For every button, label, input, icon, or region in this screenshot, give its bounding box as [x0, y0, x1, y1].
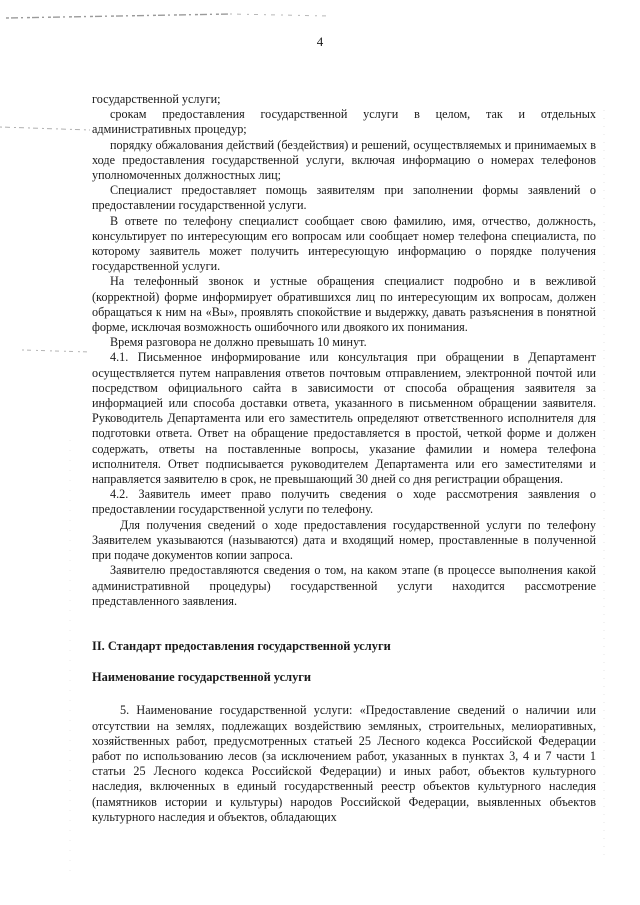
subheading: Наименование государственной услуги	[92, 670, 312, 685]
page-number: 4	[316, 34, 324, 49]
paragraph: 4.2. Заявитель имеет право получить сведения о ходе рассмотрения заявления о предоставлении государственной услуги по телефону.	[92, 487, 596, 517]
paragraph: 4.1. Письменное информирование или консультация при обращении в Департамент осуществляется путем направления ответов почтовым отправлением, электронной почтой или посредством официального сайта в зависимости от способа обращения заявителя за информацией или способа доставки ответа, указанного в письменном обращении заявителя. Руководитель Департамента или его заместитель определяют ответственного исполнителя для подготовки ответа. Ответ на обращение предоставляется в простой, четкой форме и должен содержать, ответы на поставленные вопросы, указание фамилии и номера телефона исполнителя. Ответ подписывается руководителем Департамента или его заместителями и направляется заявителю в срок, не превышающий 30 дней со дня регистрации обращения.	[92, 350, 596, 487]
document-body	[92, 92, 596, 825]
paragraph: 5. Наименование государственной услуги: «Предоставление сведений о наличии или отсутствии на землях, подлежащих воздействию земляных, строительных, мелиоративных, хозяйственных работ, предусмотренных статьей 25 Лесного кодекса Российской Федерации работ по использованию лесов (за исключением работ, указанных в пунктах 3, 4 и 7 части 1 статьи 25 Лесного кодекса Российской Федерации) и иных работ, объектов культурного наследия, включенных в единый государственный реестр объектов культурного наследия (памятников истории и культуры) народов Российской Федерации, выявленных объектов культурного наследия и объектов, обладающих	[92, 703, 596, 824]
paragraph: срокам предоставления государственной услуги в целом, так и отдельных административных процедур;	[92, 107, 596, 137]
paragraph: Специалист предоставляет помощь заявителям при заполнении формы заявлений о предоставлении государственной услуги.	[92, 183, 596, 213]
paragraph: государственной услуги;	[92, 92, 221, 106]
paragraph: Заявителю предоставляются сведения о том, на каком этапе (в процессе выполнения какой административной процедуры) государственной услуги находится рассмотрение представленного заявления.	[92, 563, 596, 608]
section-heading: II. Стандарт предоставления государственной услуги	[92, 638, 391, 653]
paragraph: Для получения сведений о ходе предоставления государственной услуги по телефону Заявителем указываются (называются) дата и входящий номер, проставленные в полученной при подаче документов копии запроса.	[92, 517, 596, 563]
paragraph: На телефонный звонок и устные обращения специалист подробно и в вежливой (корректной) форме информирует обратившихся лиц по интересующим их вопросам, должен обращаться к ним на «Вы», проявлять спокойствие и выдержку, давать разъяснения в понятной форме, исключая возможность ошибочного или двоякого их понимания.	[92, 274, 596, 335]
paragraph: Время разговора не должно превышать 10 минут.	[110, 335, 367, 350]
paragraph: В ответе по телефону специалист сообщает свою фамилию, имя, отчество, должность, консультирует по интересующим его вопросам или сообщает номер телефона специалиста, по которому заявитель может получить интересующую информацию о порядке получения государственной услуги.	[92, 213, 596, 274]
paragraph: порядку обжалования действий (бездействия) и решений, осуществляемых и принимаемых в ходе предоставления государственной услуги, включая информацию о номерах телефонов уполномоченных должностных лиц;	[92, 137, 596, 183]
